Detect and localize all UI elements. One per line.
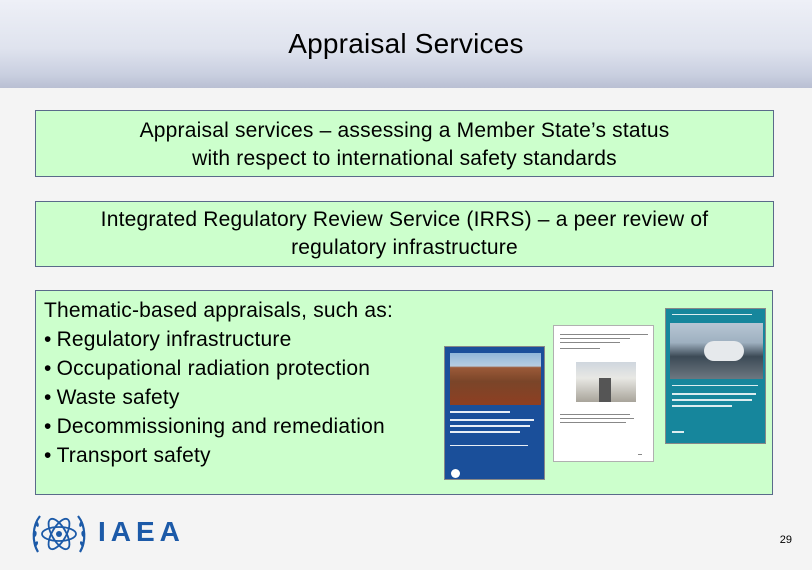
irrs-box	[35, 201, 774, 267]
thematic-heading: Thematic-based appraisals, such as:	[44, 299, 393, 322]
page-number: 29	[779, 534, 792, 546]
list-item	[44, 441, 393, 470]
list-item	[44, 383, 393, 412]
list-item-label: Regulatory infrastructure	[56, 328, 292, 351]
list-item-label: Occupational radiation protection	[56, 357, 371, 380]
cover-photo-package	[704, 341, 744, 361]
report-cover-transport-safety	[665, 308, 766, 444]
bullet: •	[44, 386, 52, 409]
appraisal-services-line-2: with respect to international safety standards	[192, 147, 617, 170]
bullet: •	[44, 444, 52, 467]
cover-photo-door	[599, 378, 611, 402]
appraisal-services-box	[35, 110, 774, 177]
thematic-list	[44, 296, 393, 470]
bullet: •	[44, 357, 52, 380]
thematic-appraisals-box	[35, 290, 773, 495]
report-cover-waste-safety	[444, 346, 545, 480]
cover-photo	[450, 353, 541, 405]
list-item-label: Transport safety	[56, 444, 211, 467]
irrs-line-1: Integrated Regulatory Review Service (IRRS) – a peer review of	[100, 208, 709, 231]
bullet: •	[44, 415, 52, 438]
list-item-label: Waste safety	[56, 386, 180, 409]
list-item-label: Decommissioning and remediation	[56, 415, 385, 438]
appraisal-services-line-1: Appraisal services – assessing a Member State’s status	[139, 119, 670, 142]
iaea-seal-icon	[451, 469, 460, 478]
iaea-logo-text: IAEA	[98, 516, 185, 547]
irrs-line-2: regulatory infrastructure	[291, 236, 518, 259]
list-item	[44, 354, 393, 383]
page-title: Appraisal Services	[288, 28, 524, 59]
list-item	[44, 325, 393, 354]
report-cover-decommissioning	[553, 325, 654, 462]
list-item	[44, 412, 393, 441]
iaea-emblem-icon	[30, 508, 88, 558]
bullet: •	[44, 328, 52, 351]
